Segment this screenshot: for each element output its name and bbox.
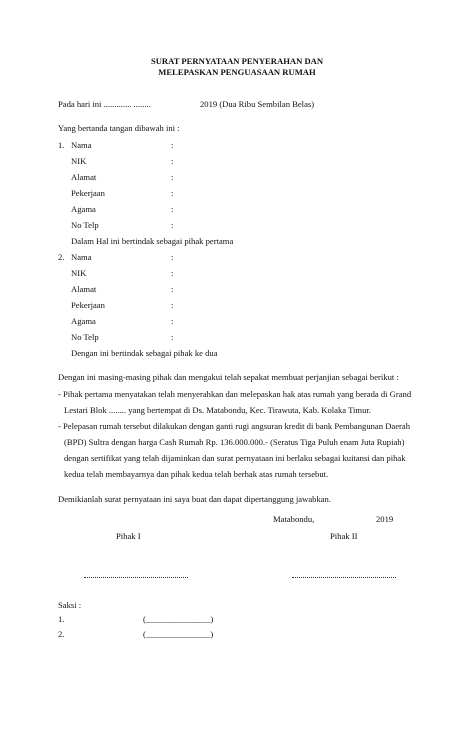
party2-field-religion: Agama [71,316,96,326]
party1-colon: : [171,172,174,182]
party1-colon: : [171,220,174,230]
opening-day: Pada hari ini ............. ........ [58,99,151,109]
party2-field-address: Alamat [71,284,97,294]
party2-colon: : [171,268,174,278]
party1-colon: : [171,204,174,214]
witness-2-number: 2. [58,629,65,639]
opening-year: 2019 (Dua Ribu Sembilan Belas) [200,99,315,109]
agreement-point1-line1: - Pihak pertama menyatakan telah menyerahkan dan melepaskan hak atas rumah yang berada di Grand [58,389,412,399]
signature-label-party2: Pihak II [330,531,358,541]
witness-1-blank: (_______________) [143,614,214,624]
party2-role-note: Dengan ini bertindak sebagai pihak ke dua [71,348,218,358]
party1-field-address: Alamat [71,172,97,182]
party1-field-nik: NIK [71,156,87,166]
agreement-intro: Dengan ini masing-masing pihak dan mengakui telah sepakat membuat perjanjian sebagai berikut : [58,372,399,382]
closing-statement: Demikianlah surat pernyataan ini saya buat dan dapat dipertanggung jawabkan. [58,494,331,504]
witness-2-blank: (_______________) [143,629,214,639]
agreement-point2-line3: dengan sertifikat yang telah dijaminkan dan surat pernyataan ini berlaku sebagai kuitansi dan pihak [64,453,406,463]
agreement-point2-line1: - Pelepasan rumah tersebut dilakukan dengan ganti rugi angsuran kredit di bank Pembangunan Daerah [58,421,410,431]
witness-label: Saksi : [58,600,82,610]
party1-number: 1. [58,140,65,150]
party1-field-phone: No Telp [71,220,99,230]
signature-line-party2 [292,577,396,578]
party1-field-religion: Agama [71,204,96,214]
signature-label-party1: Pihak I [116,531,141,541]
party2-field-job: Pekerjaan [71,300,105,310]
party2-colon: : [171,332,174,342]
party1-role-note: Dalam Hal ini bertindak sebagai pihak pertama [71,236,234,246]
party2-number: 2. [58,252,65,262]
witness-1-number: 1. [58,614,65,624]
undersigned-statement: Yang bertanda tangan dibawah ini : [58,123,180,133]
agreement-point1-line2: Lestari Blok ........ yang bertempat di Ds. Matabondu, Kec. Tirawuta, Kab. Kolaka Timur. [64,405,371,415]
party2-field-phone: No Telp [71,332,99,342]
party2-colon: : [171,252,174,262]
party2-colon: : [171,300,174,310]
agreement-point2-line4: kedua telah membayarnya dan pihak kedua telah berhak atas rumah tersebut. [64,469,329,479]
party1-field-job: Pekerjaan [71,188,105,198]
party2-field-nik: NIK [71,268,87,278]
party2-field-name: Nama [71,252,92,262]
party2-colon: : [171,316,174,326]
party1-colon: : [171,140,174,150]
signature-line-party1 [84,577,188,578]
signing-year: 2019 [376,514,394,524]
document-title-line-2: MELEPASKAN PENGUASAAN RUMAH [158,67,316,77]
agreement-point2-line2: (BPD) Sultra dengan harga Cash Rumah Rp. 136.000.000.- (Seratus Tiga Puluh enam Juta Rupiah) [64,437,405,447]
party2-colon: : [171,284,174,294]
signing-place: Matabondu, [273,514,315,524]
party1-colon: : [171,188,174,198]
document-title-line-1: SURAT PERNYATAAN PENYERAHAN DAN [150,56,324,66]
party1-colon: : [171,156,174,166]
party1-field-name: Nama [71,140,92,150]
